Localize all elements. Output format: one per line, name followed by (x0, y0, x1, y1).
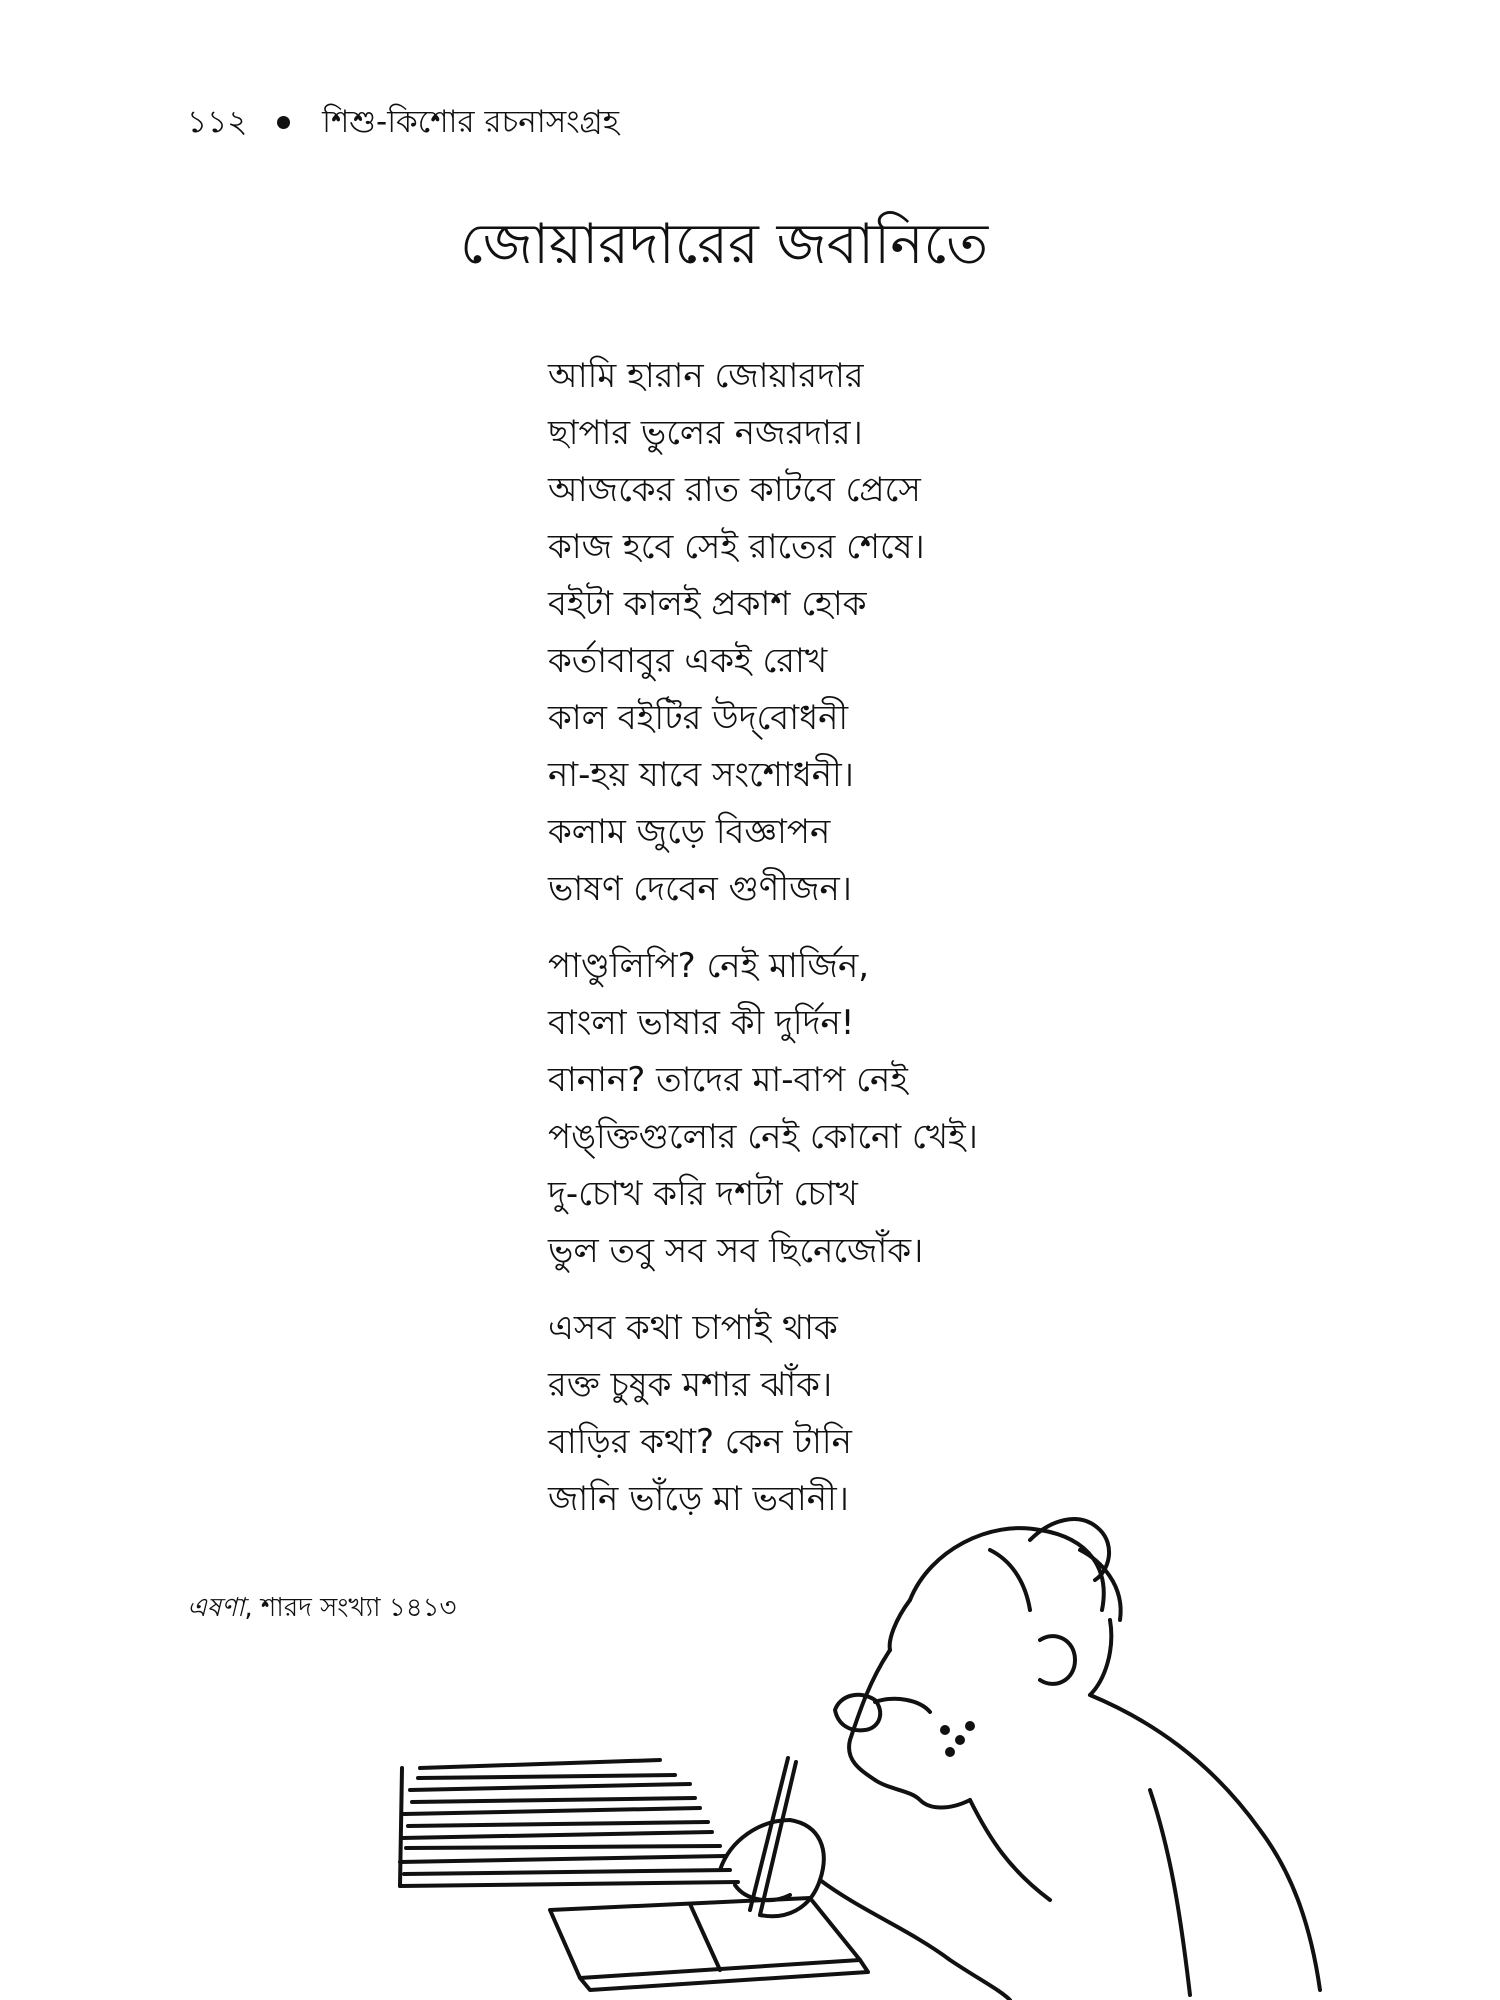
poem-line: কাজ হবে সেই রাতের শেষে। (548, 527, 925, 567)
poem-title: জোয়ারদারের জবানিতে (460, 212, 989, 277)
poem-line: না-হয় যাবে সংশোধনী। (548, 755, 854, 795)
poem-line: রক্ত চুষুক মশার ঝাঁক। (548, 1365, 833, 1405)
stanza-1 (548, 348, 1108, 918)
stanza-2 (548, 938, 1108, 1280)
poem-line: এসব কথা চাপাই থাক (548, 1308, 838, 1348)
poem-line: বানান? তাদের মা-বাপ নেই (548, 1060, 908, 1100)
poem-line: ছাপার ভুলের নজরদার। (548, 413, 863, 453)
man-writing-at-desk-sketch-icon (390, 1490, 1500, 2000)
poem-line: বাংলা ভাষার কী দুর্দিন! (548, 1003, 855, 1043)
poem-line: ভাষণ দেবেন গুণীজন। (548, 869, 852, 909)
body-outline-icon (820, 1695, 1320, 2000)
poem-line: পঙ্‌ক্তিগুলোর নেই কোনো খেই। (548, 1117, 978, 1157)
poem-line: কলাম জুড়ে বিজ্ঞাপন (548, 812, 831, 852)
page-header (187, 102, 619, 142)
poem-line: আমি হারান জোয়ারদার (548, 356, 864, 396)
poem-line: পাণ্ডুলিপি? নেই মার্জিন, (548, 946, 870, 986)
pen-hand-icon (720, 1758, 824, 1916)
page-number: ১১২ (187, 104, 248, 140)
source-issue: শারদ সংখ্যা ১৪১৩ (260, 1593, 457, 1623)
head-icon (835, 1519, 1121, 1807)
poem-line: কর্তাবাবুর একই রোখ (548, 641, 828, 681)
paper-stack-icon (400, 1760, 738, 1886)
book-title: শিশু-কিশোর রচনাসংগ্রহ (322, 104, 620, 140)
source-separator: , (244, 1593, 261, 1623)
poem-line: বইটা কালই প্রকাশ হোক (548, 584, 867, 624)
poem-line: দু-চোখ করি দশটা চোখ (548, 1174, 858, 1214)
poem-line: কাল বইটির উদ্‌বোধনী (548, 698, 849, 738)
poem-body (548, 348, 1108, 1548)
bullet-icon (277, 116, 290, 129)
poem-line: ভুল তবু সব সব ছিনেজোঁক। (548, 1231, 924, 1271)
notebook-icon (550, 1898, 868, 1990)
poem-line: বাড়ির কথা? কেন টানি (548, 1422, 852, 1462)
source-magazine: এষণা (187, 1593, 245, 1623)
poem-line: জানি ভাঁড়ে মা ভবানী। (548, 1479, 849, 1519)
poem-line: আজকের রাত কাটবে প্রেসে (548, 470, 921, 510)
